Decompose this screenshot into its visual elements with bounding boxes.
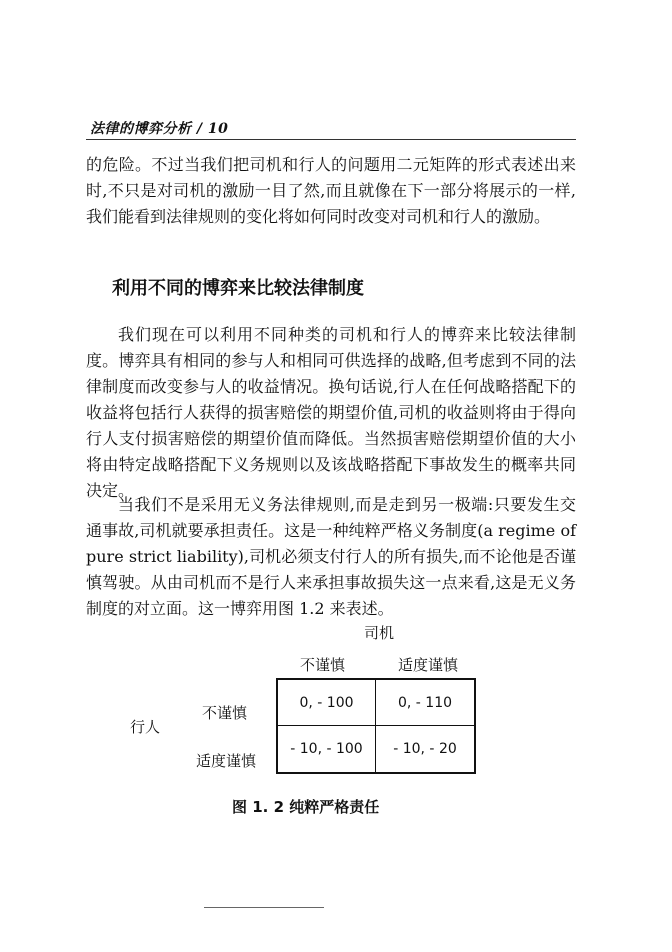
figure-caption: 图 1. 2 纯粹严格责任 — [232, 798, 380, 816]
section-heading: 利用不同的博弈来比较法律制度 — [112, 278, 364, 299]
body-paragraph-1: 我们现在可以利用不同种类的司机和行人的博弈来比较法律制度。博弈具有相同的参与人和相同可供选择的战略,但考虑到不同的法律制度而改变参与人的收益情况。换句话说,行人在任何战略搭配下的收益将包括行人获得的损害赔偿的期望价值,司机的收益则将由于得向行人支付损害赔偿的期望价值而降低。当然损害赔偿期望价值的大小将由特定战略搭配下义务规则以及该战略搭配下事故发生的概率共同决定。 — [86, 325, 576, 500]
intro-paragraph: 的危险。不过当我们把司机和行人的问题用二元矩阵的形式表述出来时,不只是对司机的激励一目了然,而且就像在下一部分将展示的一样,我们能看到法律规则的变化将如何同时改变对司机和行人的激励。 — [86, 155, 576, 226]
row-strategy-label: 不谨慎 — [202, 704, 248, 722]
row-strategy-label: 适度谨慎 — [196, 752, 257, 770]
payoff-cell: 0, - 100 — [278, 680, 376, 726]
payoff-cell: - 10, - 20 — [393, 741, 457, 757]
row-player-label: 行人 — [130, 718, 161, 736]
payoff-grid — [276, 678, 476, 774]
column-strategy-label: 不谨慎 — [300, 656, 346, 674]
payoff-cell: 0, - 110 — [376, 680, 474, 726]
running-header: 法律的博弈分析 / 10 — [90, 121, 229, 137]
body-paragraph-2: 当我们不是采用无义务法律规则,而是走到另一极端:只要发生交通事故,司机就要承担责任。这是一种纯粹严格义务制度(a regime of pure strict liability),司机必须支付行人的所有损失,而不论他是否谨慎驾驶。从由司机而不是行人来承担事故损失这一点来看,这是无义务制度的对立面。这一博弈用图 1.2 来表述。 — [86, 495, 576, 618]
header-rule — [86, 139, 576, 140]
column-player-label: 司机 — [364, 624, 395, 642]
column-strategy-label: 适度谨慎 — [398, 656, 459, 674]
payoff-cell: - 10, - 100 — [278, 726, 376, 772]
footer-rule — [204, 907, 324, 908]
payoff-matrix-figure — [0, 614, 672, 834]
